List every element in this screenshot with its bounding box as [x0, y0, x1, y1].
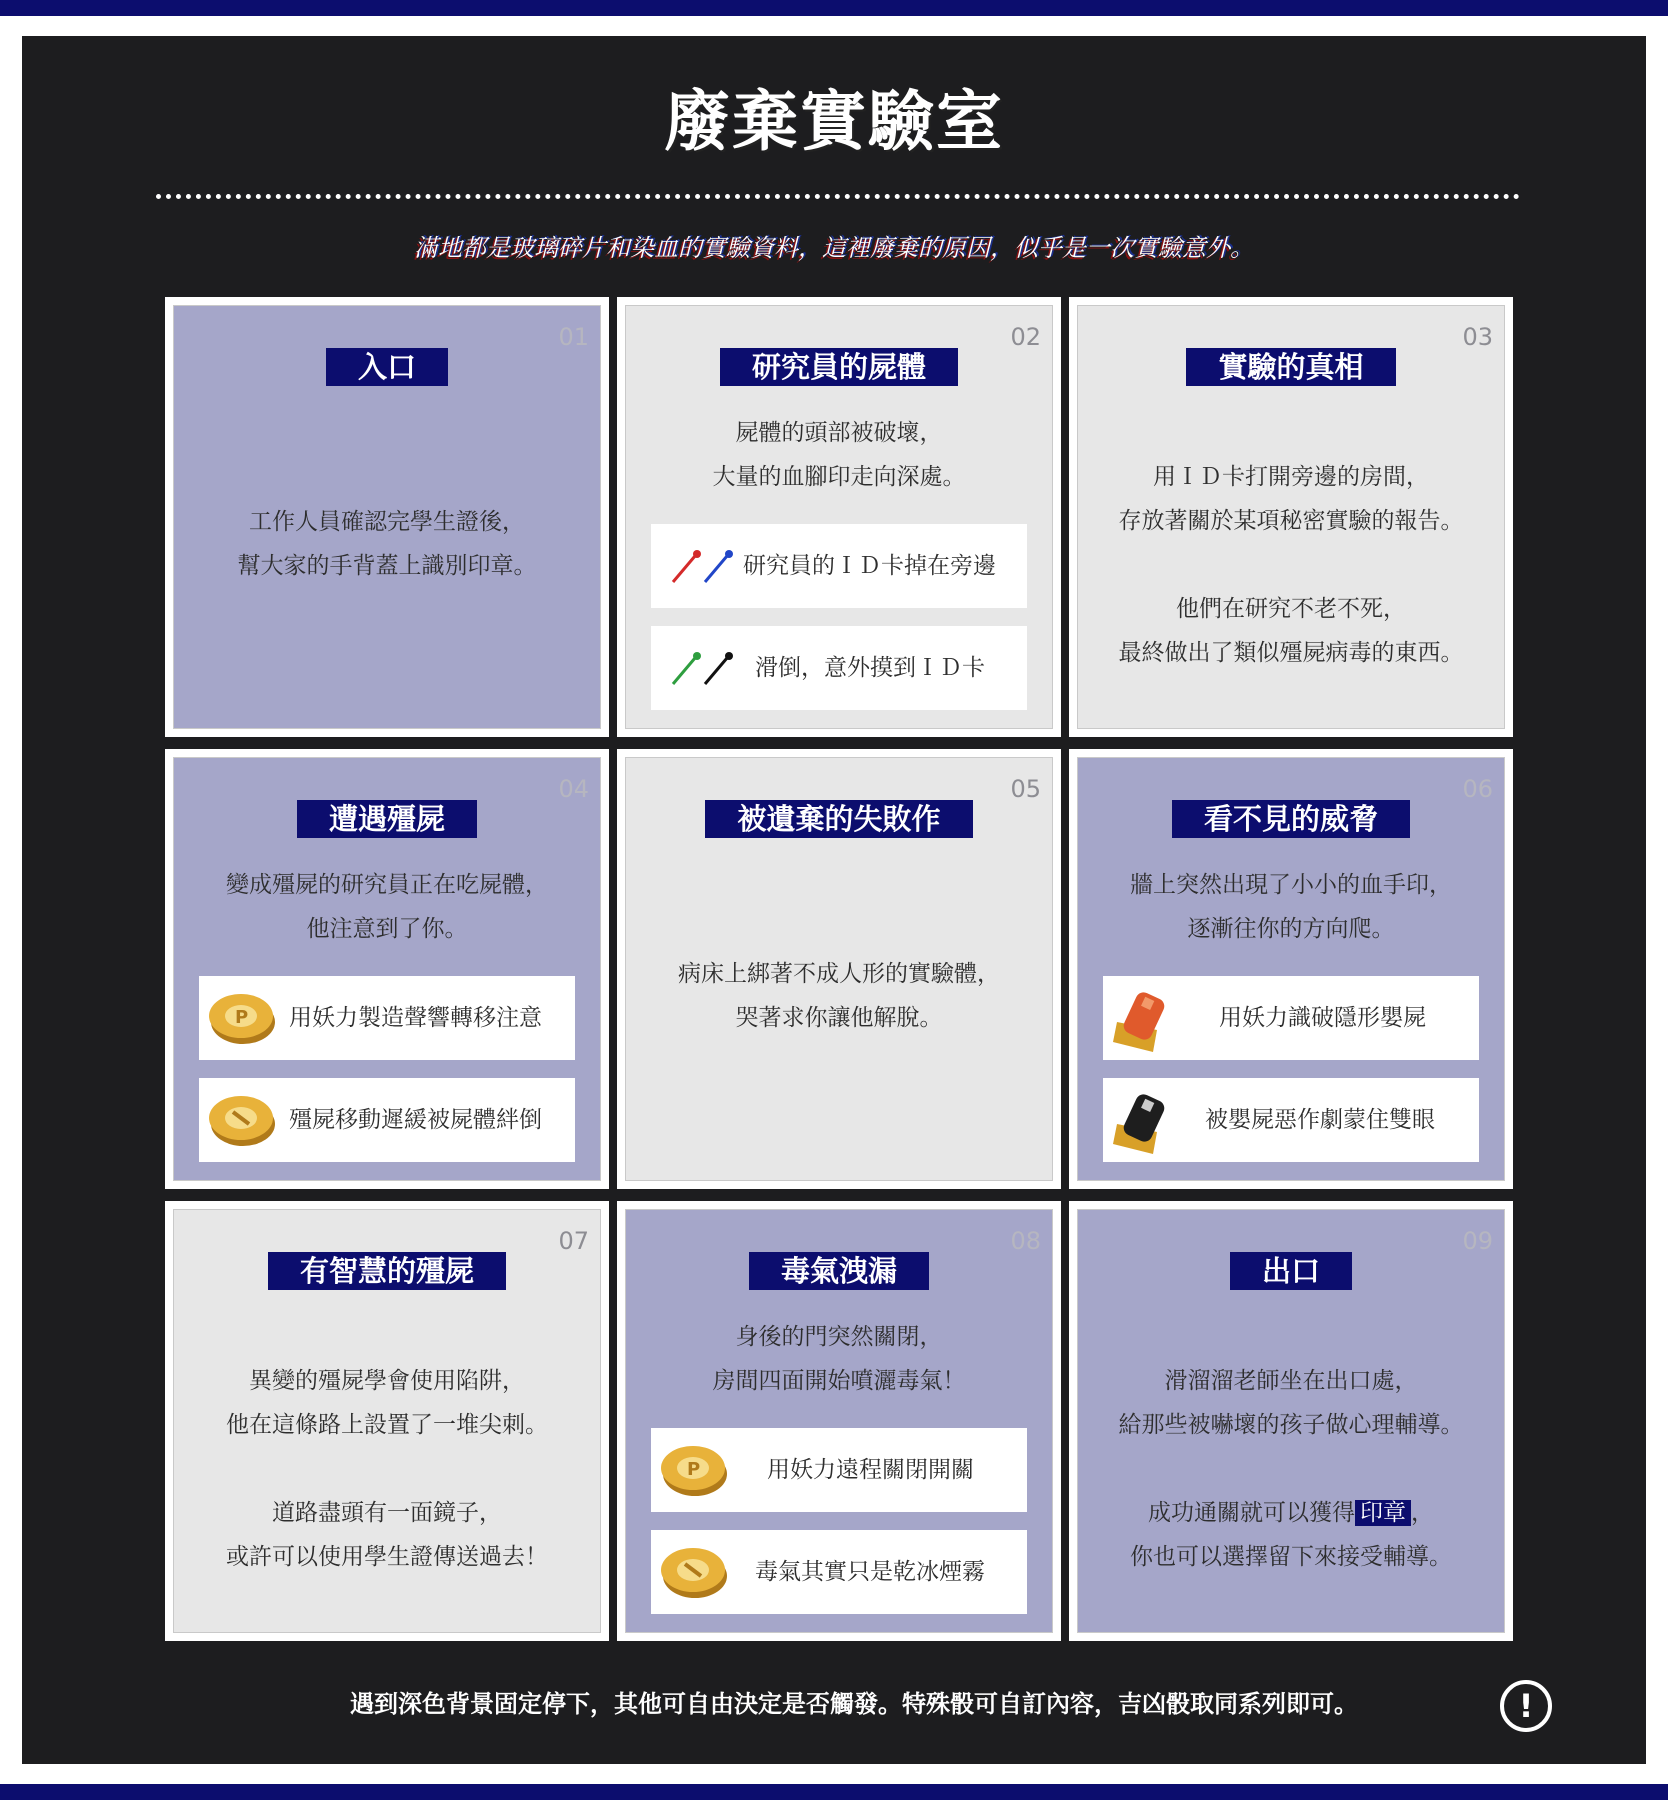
- cell-title: 研究員的屍體: [720, 348, 958, 386]
- dotted-divider: [156, 194, 1520, 199]
- page-subtitle: 滿地都是玻璃碎片和染血的實驗資料，這裡廢棄的原因，似乎是一次實驗意外。: [414, 234, 1254, 262]
- cell-05: [617, 749, 1061, 1189]
- cell-description: 變成殭屍的研究員正在吃屍體， 他注意到了你。: [226, 872, 548, 942]
- seal-highlight: 印章: [1355, 1500, 1411, 1526]
- option-label: 毒氣其實只是乾冰煙霧: [755, 1559, 985, 1585]
- option-label: 殭屍移動遲緩被屍體絆倒: [289, 1107, 542, 1133]
- cell-description: 工作人員確認完學生證後， 幫大家的手背蓋上識別印章。: [237, 509, 537, 579]
- cell-title: 有智慧的殭屍: [268, 1252, 506, 1290]
- cell-01: [165, 297, 609, 737]
- cell-number: 06: [1462, 775, 1493, 803]
- cell-title: 出口: [1230, 1252, 1352, 1290]
- cell-08: [617, 1201, 1061, 1641]
- option-label: 用妖力製造聲響轉移注意: [289, 1005, 542, 1031]
- option-box: [199, 976, 575, 1060]
- cell-number: 08: [1010, 1227, 1041, 1255]
- gold-coin-p-icon: [207, 988, 277, 1048]
- option-label: 被嬰屍惡作劇蒙住雙眼: [1205, 1107, 1435, 1133]
- option-box: [651, 626, 1027, 710]
- cell-04: [165, 749, 609, 1189]
- cell-number: 01: [558, 323, 589, 351]
- cell-description: 牆上突然出現了小小的血手印， 逐漸往你的方向爬。: [1130, 872, 1452, 942]
- svg-text:P: P: [687, 1459, 701, 1480]
- option-box: [1103, 1078, 1479, 1162]
- cell-title: 實驗的真相: [1186, 348, 1395, 386]
- option-box: [651, 1428, 1027, 1512]
- cell-07: [165, 1201, 609, 1641]
- cell-number: 02: [1010, 323, 1041, 351]
- option-box: [651, 524, 1027, 608]
- option-label: 用妖力識破隱形嬰屍: [1219, 1005, 1426, 1031]
- cell-03: [1069, 297, 1513, 737]
- cell-description: 滑溜溜老師坐在出口處， 給那些被嚇壞的孩子做心理輔導。 成功通關就可以獲得 印章 ， 你也可以選擇留下來接受輔導。: [1118, 1368, 1464, 1570]
- gold-coin-p-icon: [659, 1440, 729, 1500]
- green-black-pins-icon: [667, 648, 737, 688]
- cell-number: 09: [1462, 1227, 1493, 1255]
- cell-description: 病床上綁著不成人形的實驗體， 哭著求你讓他解脫。: [678, 961, 1000, 1031]
- cell-number: 03: [1462, 323, 1493, 351]
- gold-coin-bone-icon: [659, 1542, 729, 1602]
- page-title: 廢棄實驗室: [664, 83, 1004, 160]
- cell-06: [1069, 749, 1513, 1189]
- cell-description: 屍體的頭部被破壞， 大量的血腳印走向深處。: [712, 420, 966, 490]
- cell-title: 看不見的威脅: [1172, 800, 1410, 838]
- option-label: 滑倒，意外摸到ＩＤ卡: [755, 655, 985, 681]
- cell-description: 用ＩＤ卡打開旁邊的房間， 存放著關於某項秘密實驗的報告。 他們在研究不老不死， 最終做出了類似殭屍病毒的東西。: [1118, 464, 1464, 666]
- cell-title: 遭遇殭屍: [297, 800, 477, 838]
- cell-title: 被遺棄的失敗作: [705, 800, 972, 838]
- board-grid: [165, 297, 1509, 1641]
- cell-number: 05: [1010, 775, 1041, 803]
- svg-text:P: P: [235, 1007, 249, 1028]
- cell-09: [1069, 1201, 1513, 1641]
- cell-title: 毒氣洩漏: [749, 1252, 929, 1290]
- red-blue-pins-icon: [667, 546, 737, 586]
- red-die-icon: [1111, 984, 1177, 1054]
- option-box: [651, 1530, 1027, 1614]
- cell-02: [617, 297, 1061, 737]
- cell-number: 04: [558, 775, 589, 803]
- option-label: 研究員的ＩＤ卡掉在旁邊: [743, 553, 996, 579]
- cell-title: 入口: [326, 348, 448, 386]
- exclamation-icon: !: [1500, 1680, 1552, 1732]
- option-label: 用妖力遠程關閉開關: [767, 1457, 974, 1483]
- cell-description: 異變的殭屍學會使用陷阱， 他在這條路上設置了一堆尖刺。 道路盡頭有一面鏡子， 或許可以使用學生證傳送過去！: [226, 1368, 548, 1570]
- cell-number: 07: [558, 1227, 589, 1255]
- option-box: [1103, 976, 1479, 1060]
- cell-description: 身後的門突然關閉， 房間四面開始噴灑毒氣！: [712, 1324, 966, 1394]
- option-box: [199, 1078, 575, 1162]
- footer-note: 遇到深色背景固定停下，其他可自由決定是否觸發。特殊骰可自訂內容，吉凶骰取同系列即可。: [350, 1690, 1358, 1718]
- black-die-icon: [1111, 1086, 1177, 1156]
- gold-coin-bone-icon: [207, 1090, 277, 1150]
